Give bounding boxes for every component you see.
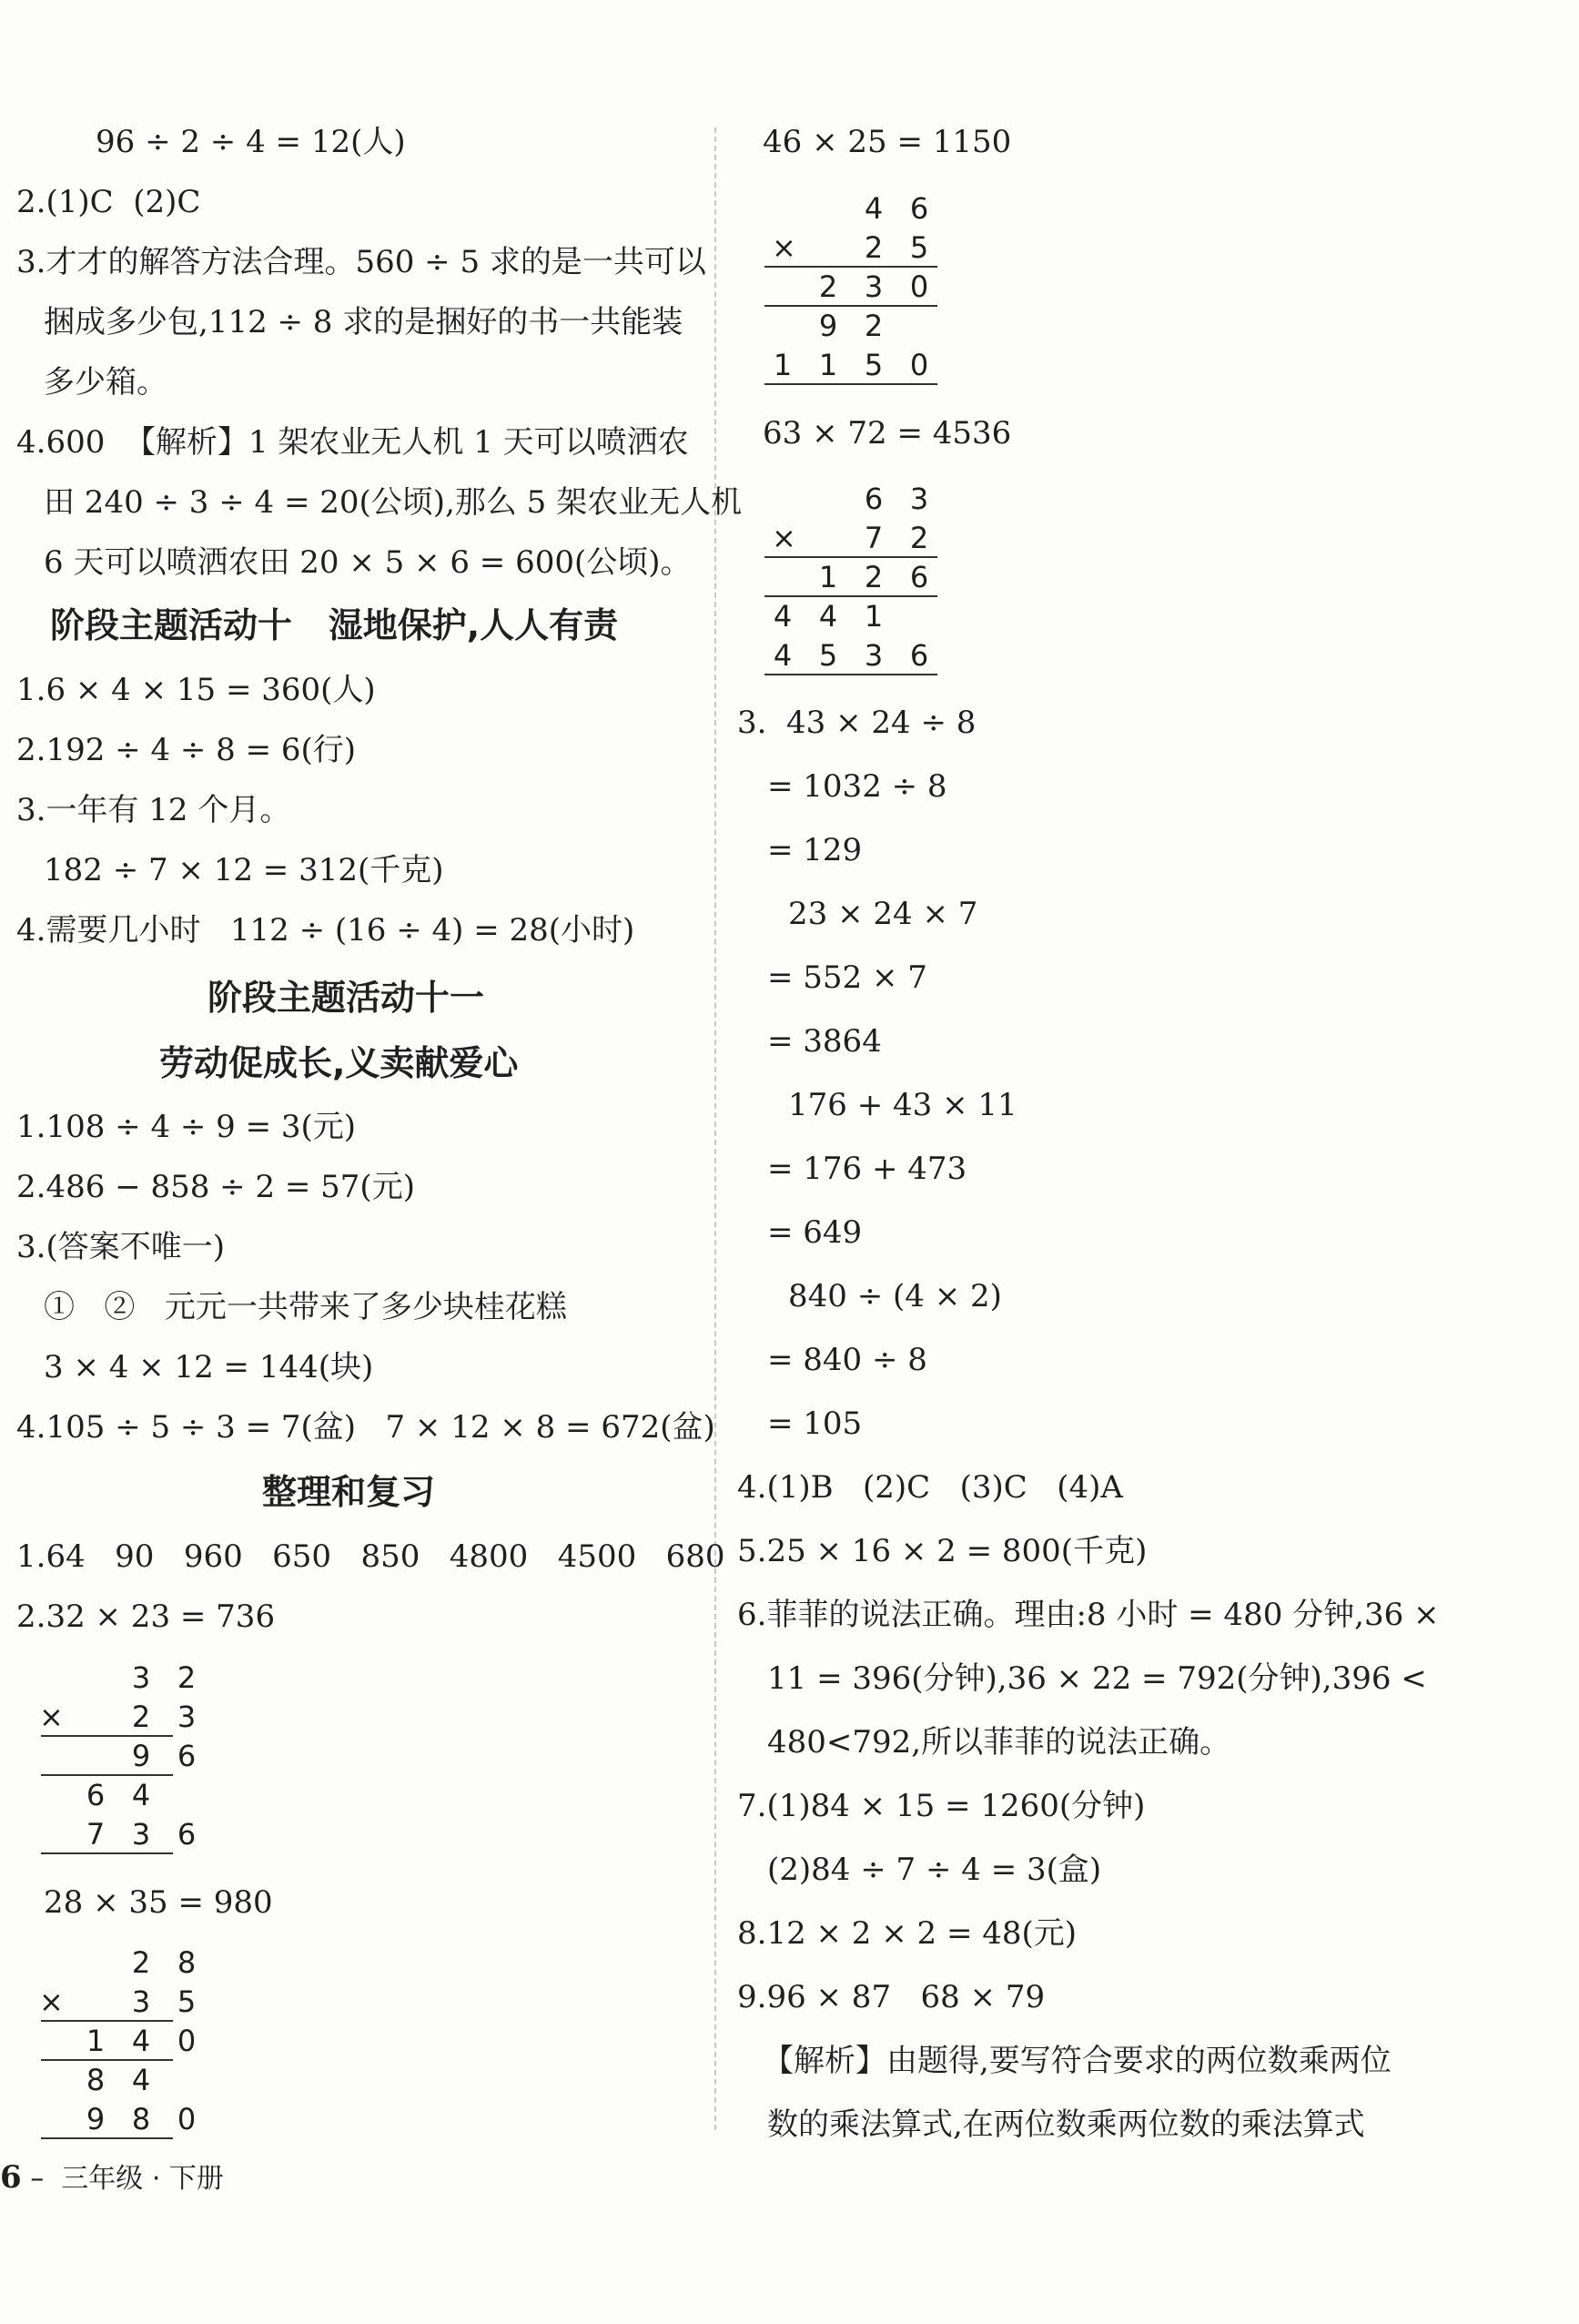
digit: 2 <box>864 230 884 265</box>
calc-rule <box>764 556 937 558</box>
answer-line: 2.(1)C (2)C <box>16 184 201 220</box>
section-heading: 劳动促成长,义卖献爱心 <box>159 1043 519 1083</box>
answer-line: = 649 <box>767 1214 863 1251</box>
digit: × <box>39 1984 64 2019</box>
answer-line: 4.105 ÷ 5 ÷ 3 = 7(盆) 7 × 12 × 8 = 672(盆) <box>16 1409 715 1446</box>
footer-dash: – <box>30 2163 45 2195</box>
answer-line: ① ② 元元一共带来了多少块桂花糕 <box>44 1289 567 1325</box>
calc-rule <box>764 266 937 268</box>
answer-line: 23 × 24 × 7 <box>788 896 978 932</box>
answer-line: 4.需要几小时 112 ÷ (16 ÷ 4) = 28(小时) <box>16 912 635 949</box>
digit: 2 <box>818 269 838 304</box>
answer-line: 数的乘法算式,在两位数乘两位数的乘法算式 <box>767 2106 1365 2143</box>
digit: 6 <box>86 1778 106 1812</box>
digit: 4 <box>131 2024 151 2058</box>
vertical-row <box>0 1815 209 1854</box>
grade-label: 三年级 · 下册 <box>61 2163 224 2195</box>
digit: 0 <box>909 269 929 304</box>
calc-rule <box>764 383 937 385</box>
digit: × <box>772 521 796 555</box>
answer-line: 5.25 × 16 × 2 = 800(千克) <box>737 1533 1148 1569</box>
calc-rule <box>41 1774 173 1776</box>
answer-line: = 129 <box>767 832 863 868</box>
digit: 3 <box>864 638 884 673</box>
answer-line: 11 = 396(分钟),36 × 22 = 792(分钟),396 < <box>767 1660 1427 1697</box>
answer-line: 9.96 × 87 68 × 79 <box>737 1979 1046 2015</box>
answer-line: = 176 + 473 <box>767 1151 967 1187</box>
digit: 4 <box>864 191 884 226</box>
answer-line: 46 × 25 = 1150 <box>763 124 1012 160</box>
vertical-calculation <box>0 189 1001 385</box>
vertical-row <box>0 1983 209 2022</box>
digit: 1 <box>86 2024 106 2058</box>
vertical-calculation <box>0 1943 209 2139</box>
vertical-row <box>0 268 1001 307</box>
section-heading: 阶段主题活动十一 <box>207 978 485 1018</box>
digit: 7 <box>864 521 884 555</box>
vertical-row <box>0 1943 209 1983</box>
digit: 7 <box>86 1817 106 1852</box>
answer-line: 4.600 【解析】1 架农业无人机 1 天可以喷洒农 <box>16 424 689 461</box>
vertical-calculation <box>0 1659 209 1854</box>
digit: 5 <box>864 348 884 382</box>
digit: 6 <box>909 560 929 594</box>
digit: 1 <box>818 348 838 382</box>
digit: 8 <box>131 2102 151 2136</box>
digit: 1 <box>818 560 838 594</box>
digit: 3 <box>864 269 884 304</box>
digit: 6 <box>177 1739 197 1773</box>
page-footer <box>0 2159 224 2197</box>
calc-rule <box>41 1735 173 1737</box>
digit: 9 <box>818 309 838 343</box>
vertical-row <box>0 228 1001 268</box>
answer-line: 8.12 × 2 × 2 = 48(元) <box>737 1915 1078 1952</box>
vertical-row <box>0 1698 209 1737</box>
answer-line: 3.一年有 12 个月。 <box>16 792 291 828</box>
answer-line: 【解析】由题得,要写符合要求的两位数乘两位 <box>763 2043 1392 2079</box>
answer-line: 2.32 × 23 = 736 <box>16 1598 276 1635</box>
digit: 2 <box>177 1660 197 1695</box>
digit: 3 <box>177 1700 197 1734</box>
vertical-row <box>0 2100 209 2139</box>
digit: 4 <box>773 599 793 634</box>
digit: 3 <box>131 1984 151 2019</box>
digit: 2 <box>864 309 884 343</box>
vertical-calculation <box>0 480 1001 675</box>
answer-line: 3 × 4 × 12 = 144(块) <box>44 1349 374 1385</box>
answer-line: 63 × 72 = 4536 <box>763 415 1012 452</box>
answer-line: (2)84 ÷ 7 ÷ 4 = 3(盒) <box>767 1852 1102 1888</box>
answer-line: 3.(答案不唯一) <box>16 1229 225 1265</box>
vertical-row <box>0 307 1001 346</box>
answer-line: 28 × 35 = 980 <box>44 1884 273 1921</box>
answer-line: 6.菲菲的说法正确。理由:8 小时 = 480 分钟,36 × <box>737 1597 1440 1633</box>
section-heading: 阶段主题活动十 湿地保护,人人有责 <box>50 605 619 645</box>
answer-line: = 3864 <box>767 1023 882 1060</box>
answer-line: 96 ÷ 2 ÷ 4 = 12(人) <box>96 124 406 160</box>
digit: 6 <box>177 1817 197 1852</box>
digit: 4 <box>818 599 838 634</box>
calc-rule <box>41 2020 173 2022</box>
digit: × <box>39 1700 64 1734</box>
calc-rule <box>764 674 937 675</box>
answer-line: 1.64 90 960 650 850 4800 4500 680 <box>16 1538 725 1575</box>
section-heading: 整理和复习 <box>262 1472 436 1512</box>
answer-line: 6 天可以喷洒农田 20 × 5 × 6 = 600(公顷)。 <box>44 544 692 581</box>
digit: 4 <box>773 638 793 673</box>
answer-line: 176 + 43 × 11 <box>788 1087 1017 1123</box>
answer-line: 3.才才的解答方法合理。560 ÷ 5 求的是一共可以 <box>16 244 706 280</box>
digit: 2 <box>909 521 929 555</box>
answer-line: 840 ÷ (4 × 2) <box>788 1278 1002 1314</box>
vertical-row <box>0 2061 209 2100</box>
vertical-row <box>0 1776 209 1815</box>
calc-rule <box>41 2137 173 2139</box>
digit: 8 <box>177 1945 197 1980</box>
digit: 5 <box>909 230 929 265</box>
vertical-row <box>0 480 1001 519</box>
digit: 5 <box>177 1984 197 2019</box>
calc-rule <box>764 595 937 597</box>
vertical-row <box>0 1659 209 1698</box>
answer-line: 182 ÷ 7 × 12 = 312(千克) <box>44 852 444 888</box>
digit: 9 <box>131 1739 151 1773</box>
digit: 3 <box>909 482 929 516</box>
answer-line: 1.6 × 4 × 15 = 360(人) <box>16 672 376 708</box>
answer-line: 1.108 ÷ 4 ÷ 9 = 3(元) <box>16 1109 357 1145</box>
digit: 2 <box>864 560 884 594</box>
digit: 6 <box>909 638 929 673</box>
answer-line: = 840 ÷ 8 <box>767 1342 927 1378</box>
vertical-row <box>0 558 1001 597</box>
vertical-row <box>0 519 1001 558</box>
column-separator <box>714 127 716 2130</box>
digit: 6 <box>864 482 884 516</box>
vertical-row <box>0 2022 209 2061</box>
answer-line: = 105 <box>767 1406 863 1442</box>
answer-line: 4.(1)B (2)C (3)C (4)A <box>737 1469 1123 1506</box>
vertical-row <box>0 1737 209 1776</box>
page-number: 6 <box>0 2159 22 2196</box>
calc-rule <box>41 1852 173 1854</box>
answer-line: 3. 43 × 24 ÷ 8 <box>737 705 977 741</box>
digit: 0 <box>177 2024 197 2058</box>
answer-line: 2.486 − 858 ÷ 2 = 57(元) <box>16 1169 415 1205</box>
digit: 9 <box>86 2102 106 2136</box>
digit: 4 <box>131 1778 151 1812</box>
digit: 1 <box>864 599 884 634</box>
digit: 3 <box>131 1660 151 1695</box>
answer-line: 多少箱。 <box>44 364 167 401</box>
answer-line: 田 240 ÷ 3 ÷ 4 = 20(公顷),那么 5 架农业无人机 <box>44 484 743 521</box>
digit: 8 <box>86 2063 106 2097</box>
digit: 5 <box>818 638 838 673</box>
digit: 6 <box>909 191 929 226</box>
digit: 1 <box>773 348 793 382</box>
answer-line: 2.192 ÷ 4 ÷ 8 = 6(行) <box>16 732 357 768</box>
answer-line: 捆成多少包,112 ÷ 8 求的是捆好的书一共能装 <box>44 304 683 340</box>
digit: 0 <box>909 348 929 382</box>
digit: 4 <box>131 2063 151 2097</box>
answer-line: = 1032 ÷ 8 <box>767 768 947 805</box>
calc-rule <box>41 2059 173 2061</box>
vertical-row <box>0 636 1001 675</box>
calc-rule <box>764 305 937 307</box>
vertical-row <box>0 189 1001 228</box>
vertical-row <box>0 346 1001 385</box>
answer-line: 480<792,所以菲菲的说法正确。 <box>767 1724 1231 1761</box>
digit: 0 <box>177 2102 197 2136</box>
answer-line: 7.(1)84 × 15 = 1260(分钟) <box>737 1788 1146 1824</box>
digit: × <box>772 230 796 265</box>
digit: 3 <box>131 1817 151 1852</box>
digit: 2 <box>131 1945 151 1980</box>
answer-line: = 552 × 7 <box>767 959 927 996</box>
digit: 2 <box>131 1700 151 1734</box>
vertical-row <box>0 597 1001 636</box>
